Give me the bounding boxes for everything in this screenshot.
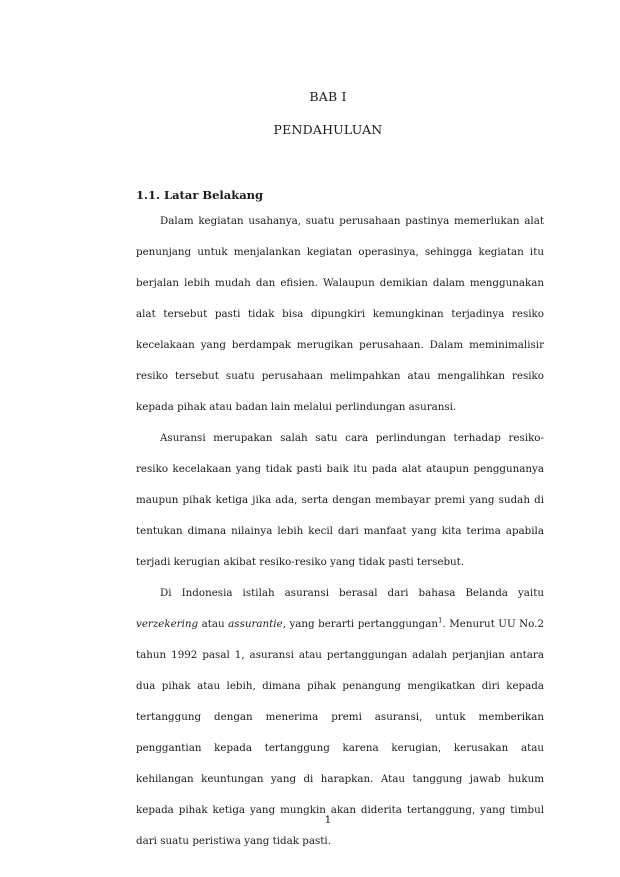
footnote-marker: 1 — [438, 616, 443, 625]
paragraph-2: Asuransi merupakan salah satu cara perlindungan terhadap resiko-resiko kecelakaan yang tidak pasti baik itu pada alat ataupun penggunanya maupun pihak ketiga jika ada, serta dengan membayar premi yang sudah di tentukan dimana nilainya lebih kecil dari manfaat yang kita terima apabila terjadi kerugian akibat resiko-resiko yang tidak pasti tersebut. — [136, 432, 544, 568]
section-heading: 1.1. Latar Belakang — [136, 188, 264, 202]
paragraph-3-text-4: . Menurut UU No.2 tahun 1992 pasal 1, asuransi atau pertanggungan adalah perjanjian antara dua pihak atau lebih, dimana pihak penangung mengikatkan diri kepada tertanggung dengan menerima premi asuransi, untuk memberikan penggantian kepada tertanggung karena kerugian, kerusakan atau kehilangan keuntungan yang di harapkan. Atau tanggung jawab hukum kepada pihak ketiga yang mungkin akan diderita tertanggung, yang timbul dari suatu peristiwa yang tidak pasti. — [136, 618, 544, 847]
term-assurantie: assurantie — [228, 618, 283, 630]
term-verzekering: verzekering — [136, 618, 199, 630]
chapter-number: BAB I — [309, 89, 347, 104]
paragraph-1: Dalam kegiatan usahanya, suatu perusahaan pastinya memerlukan alat penunjang untuk menjalankan kegiatan operasinya, sehingga kegiatan itu berjalan lebih mudah dan efisien. Walaupun demikian dalam menggunakan alat tersebut pasti tidak bisa dipungkiri kemungkinan terjadinya resiko kecelakaan yang berdampak merugikan perusahaan. Dalam meminimalisir resiko tersebut suatu perusahaan melimpahkan atau mengalihkan resiko kepada pihak atau badan lain melalui perlindungan asuransi. — [136, 215, 544, 413]
chapter-title: PENDAHULUAN — [273, 122, 383, 137]
body-text — [136, 206, 544, 857]
paragraph-3-text-2: atau — [198, 618, 229, 630]
page-number: 1 — [324, 814, 332, 826]
paragraph-3-text-1: Di Indonesia istilah asuransi berasal dari bahasa Belanda yaitu — [160, 587, 544, 599]
paragraph-3-text-3: , yang berarti pertanggungan — [282, 618, 439, 630]
